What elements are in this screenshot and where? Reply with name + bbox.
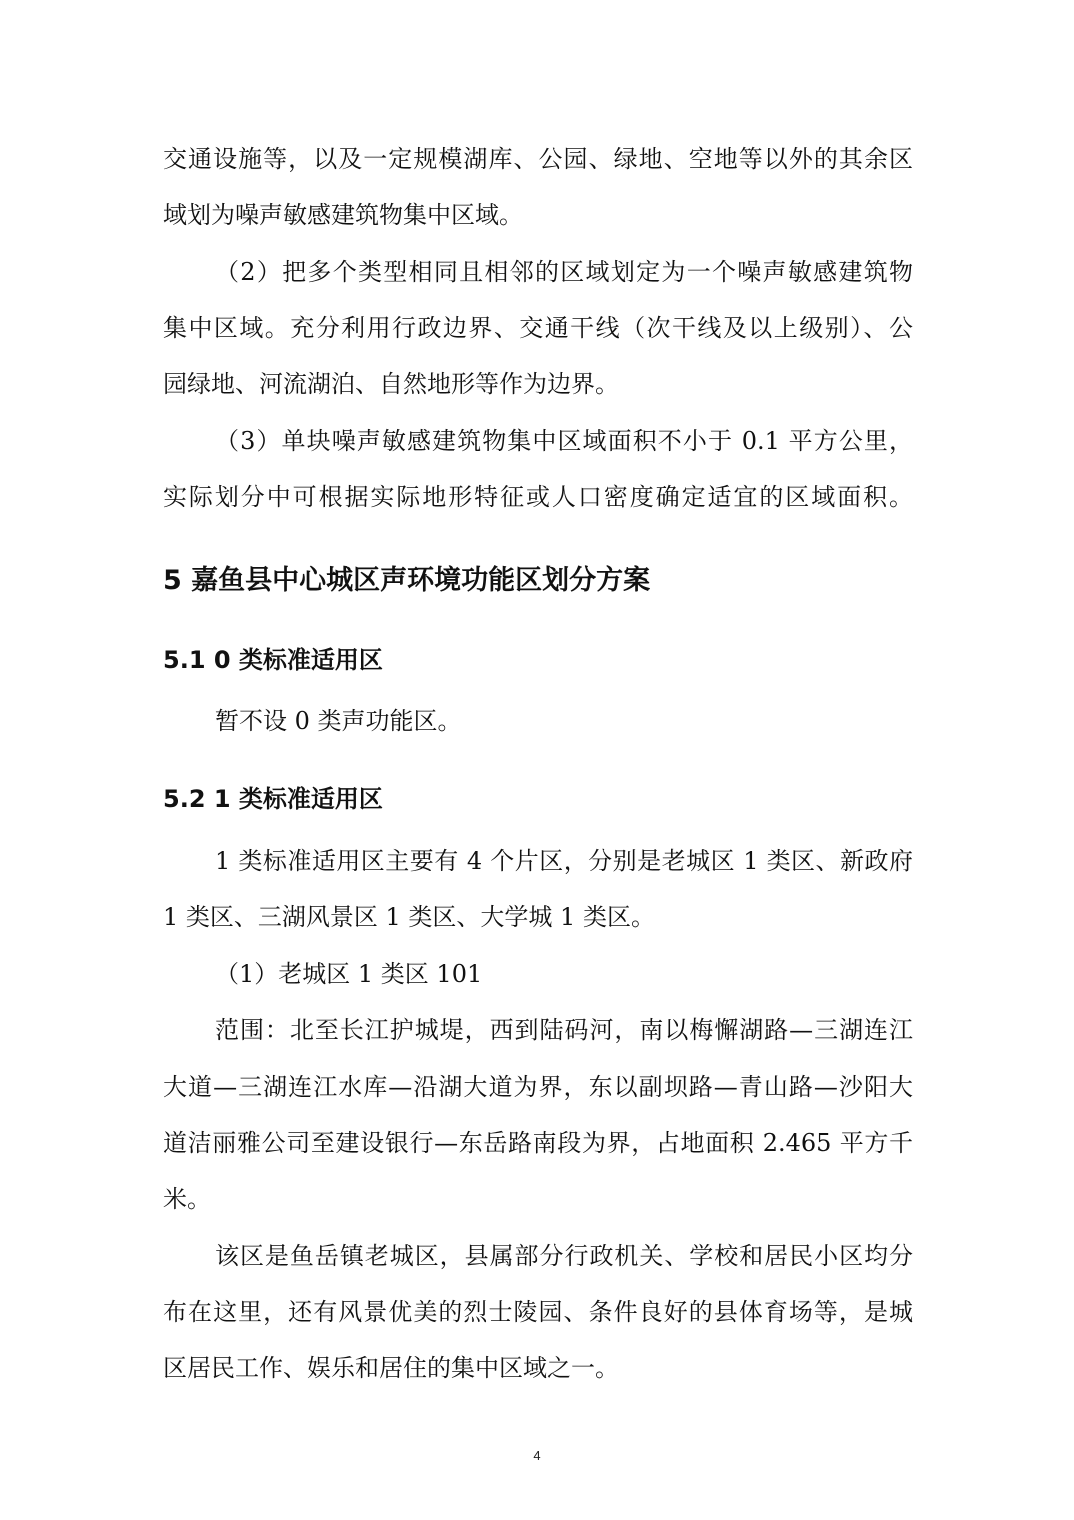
paragraph-line: 园绿地、河流湖泊、自然地形等作为边界。: [163, 370, 619, 398]
paragraph-line: （3）单块噪声敏感建筑物集中区域面积不小于 0.1 平方公里，: [215, 427, 913, 455]
paragraph-line: 区居民工作、娱乐和居住的集中区域之一。: [163, 1354, 619, 1382]
paragraph-line: 布在这里，还有风景优美的烈士陵园、条件良好的县体育场等，是城: [163, 1298, 913, 1326]
subsection-heading: 5.1 0 类标准适用区: [163, 646, 383, 674]
paragraph-line: 米。: [163, 1185, 211, 1213]
paragraph-line: 1 类标准适用区主要有 4 个片区，分别是老城区 1 类区、新政府: [215, 847, 913, 875]
paragraph-line: 1 类区、三湖风景区 1 类区、大学城 1 类区。: [163, 903, 655, 931]
paragraph-line: 暂不设 0 类声功能区。: [215, 707, 462, 735]
paragraph-line: 域划为噪声敏感建筑物集中区域。: [163, 201, 523, 229]
paragraph-line: 道洁丽雅公司至建设银行—东岳路南段为界，占地面积 2.465 平方千: [163, 1129, 913, 1157]
page-number: 4: [533, 1448, 541, 1463]
paragraph-line: 该区是鱼岳镇老城区，县属部分行政机关、学校和居民小区均分: [215, 1242, 913, 1270]
subsection-heading: 5.2 1 类标准适用区: [163, 785, 383, 813]
list-item-title: （1）老城区 1 类区 101: [215, 960, 483, 988]
paragraph-line: 集中区域。充分利用行政边界、交通干线（次干线及以上级别）、公: [163, 314, 913, 342]
paragraph-line: 大道—三湖连江水库—沿湖大道为界，东以副坝路—青山路—沙阳大: [163, 1073, 913, 1101]
paragraph-line: 交通设施等，以及一定规模湖库、公园、绿地、空地等以外的其余区: [163, 145, 913, 173]
section-heading: 5 嘉鱼县中心城区声环境功能区划分方案: [163, 565, 651, 596]
paragraph-line: 实际划分中可根据实际地形特征或人口密度确定适宜的区域面积。: [163, 483, 913, 511]
paragraph-line: （2）把多个类型相同且相邻的区域划定为一个噪声敏感建筑物: [215, 258, 913, 286]
paragraph-line: 范围：北至长江护城堤，西到陆码河，南以梅懈湖路—三湖连江: [215, 1016, 913, 1044]
